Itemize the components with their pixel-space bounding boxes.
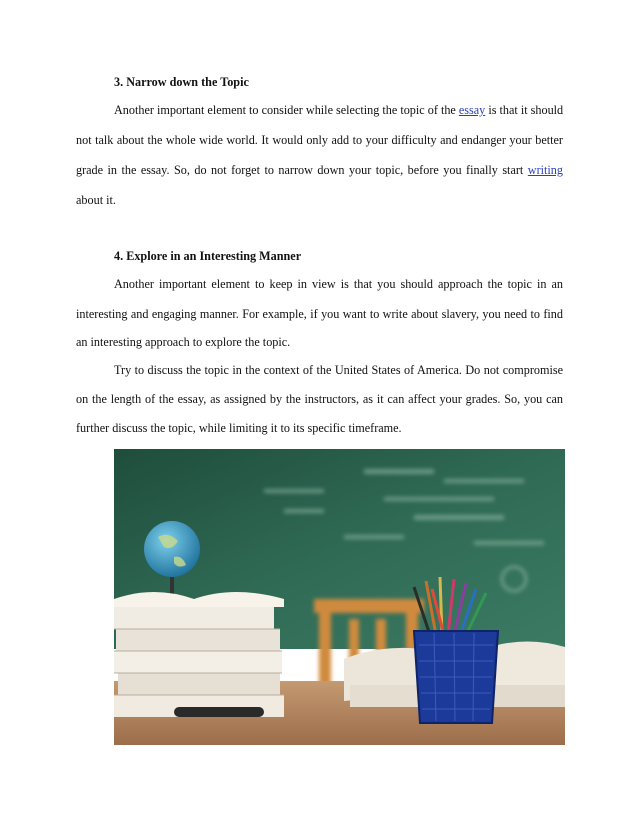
paragraph-line: not talk about the whole wide world. It would only add to your difficulty and endanger your better <box>76 133 563 147</box>
classroom-photo <box>114 449 565 745</box>
book-stack-left <box>114 592 284 717</box>
pencil-cup <box>414 631 498 723</box>
magnifier <box>174 707 264 717</box>
paragraph-line: about it. <box>76 193 116 207</box>
paragraph-line: Try to discuss the topic in the context of the United States of America. Do not compromise <box>114 363 563 377</box>
paragraph-line: Another important element to keep in view is that you should approach the topic in an <box>114 277 563 291</box>
essay-link[interactable]: essay <box>458 103 486 117</box>
writing-link[interactable]: writing <box>527 163 563 177</box>
section-heading-narrow-topic: 3. Narrow down the Topic <box>114 75 249 89</box>
paragraph-line: grade in the essay. So, do not forget to narrow down your topic, before you finally start writing <box>76 163 563 177</box>
section-heading-explore: 4. Explore in an Interesting Manner <box>114 249 302 263</box>
paragraph-line: further discuss the topic, while limiting it to its specific timeframe. <box>76 421 402 435</box>
paragraph-line: an interesting approach to explore the topic. <box>76 335 291 349</box>
paragraph-line: interesting and engaging manner. For example, if you want to write about slavery, you need to find <box>76 307 563 321</box>
paragraph-line: Another important element to consider while selecting the topic of the essay is that it should <box>114 103 564 117</box>
paragraph-line: on the length of the essay, as assigned by the instructors, as it can affect your grades. So, you can <box>76 392 563 406</box>
